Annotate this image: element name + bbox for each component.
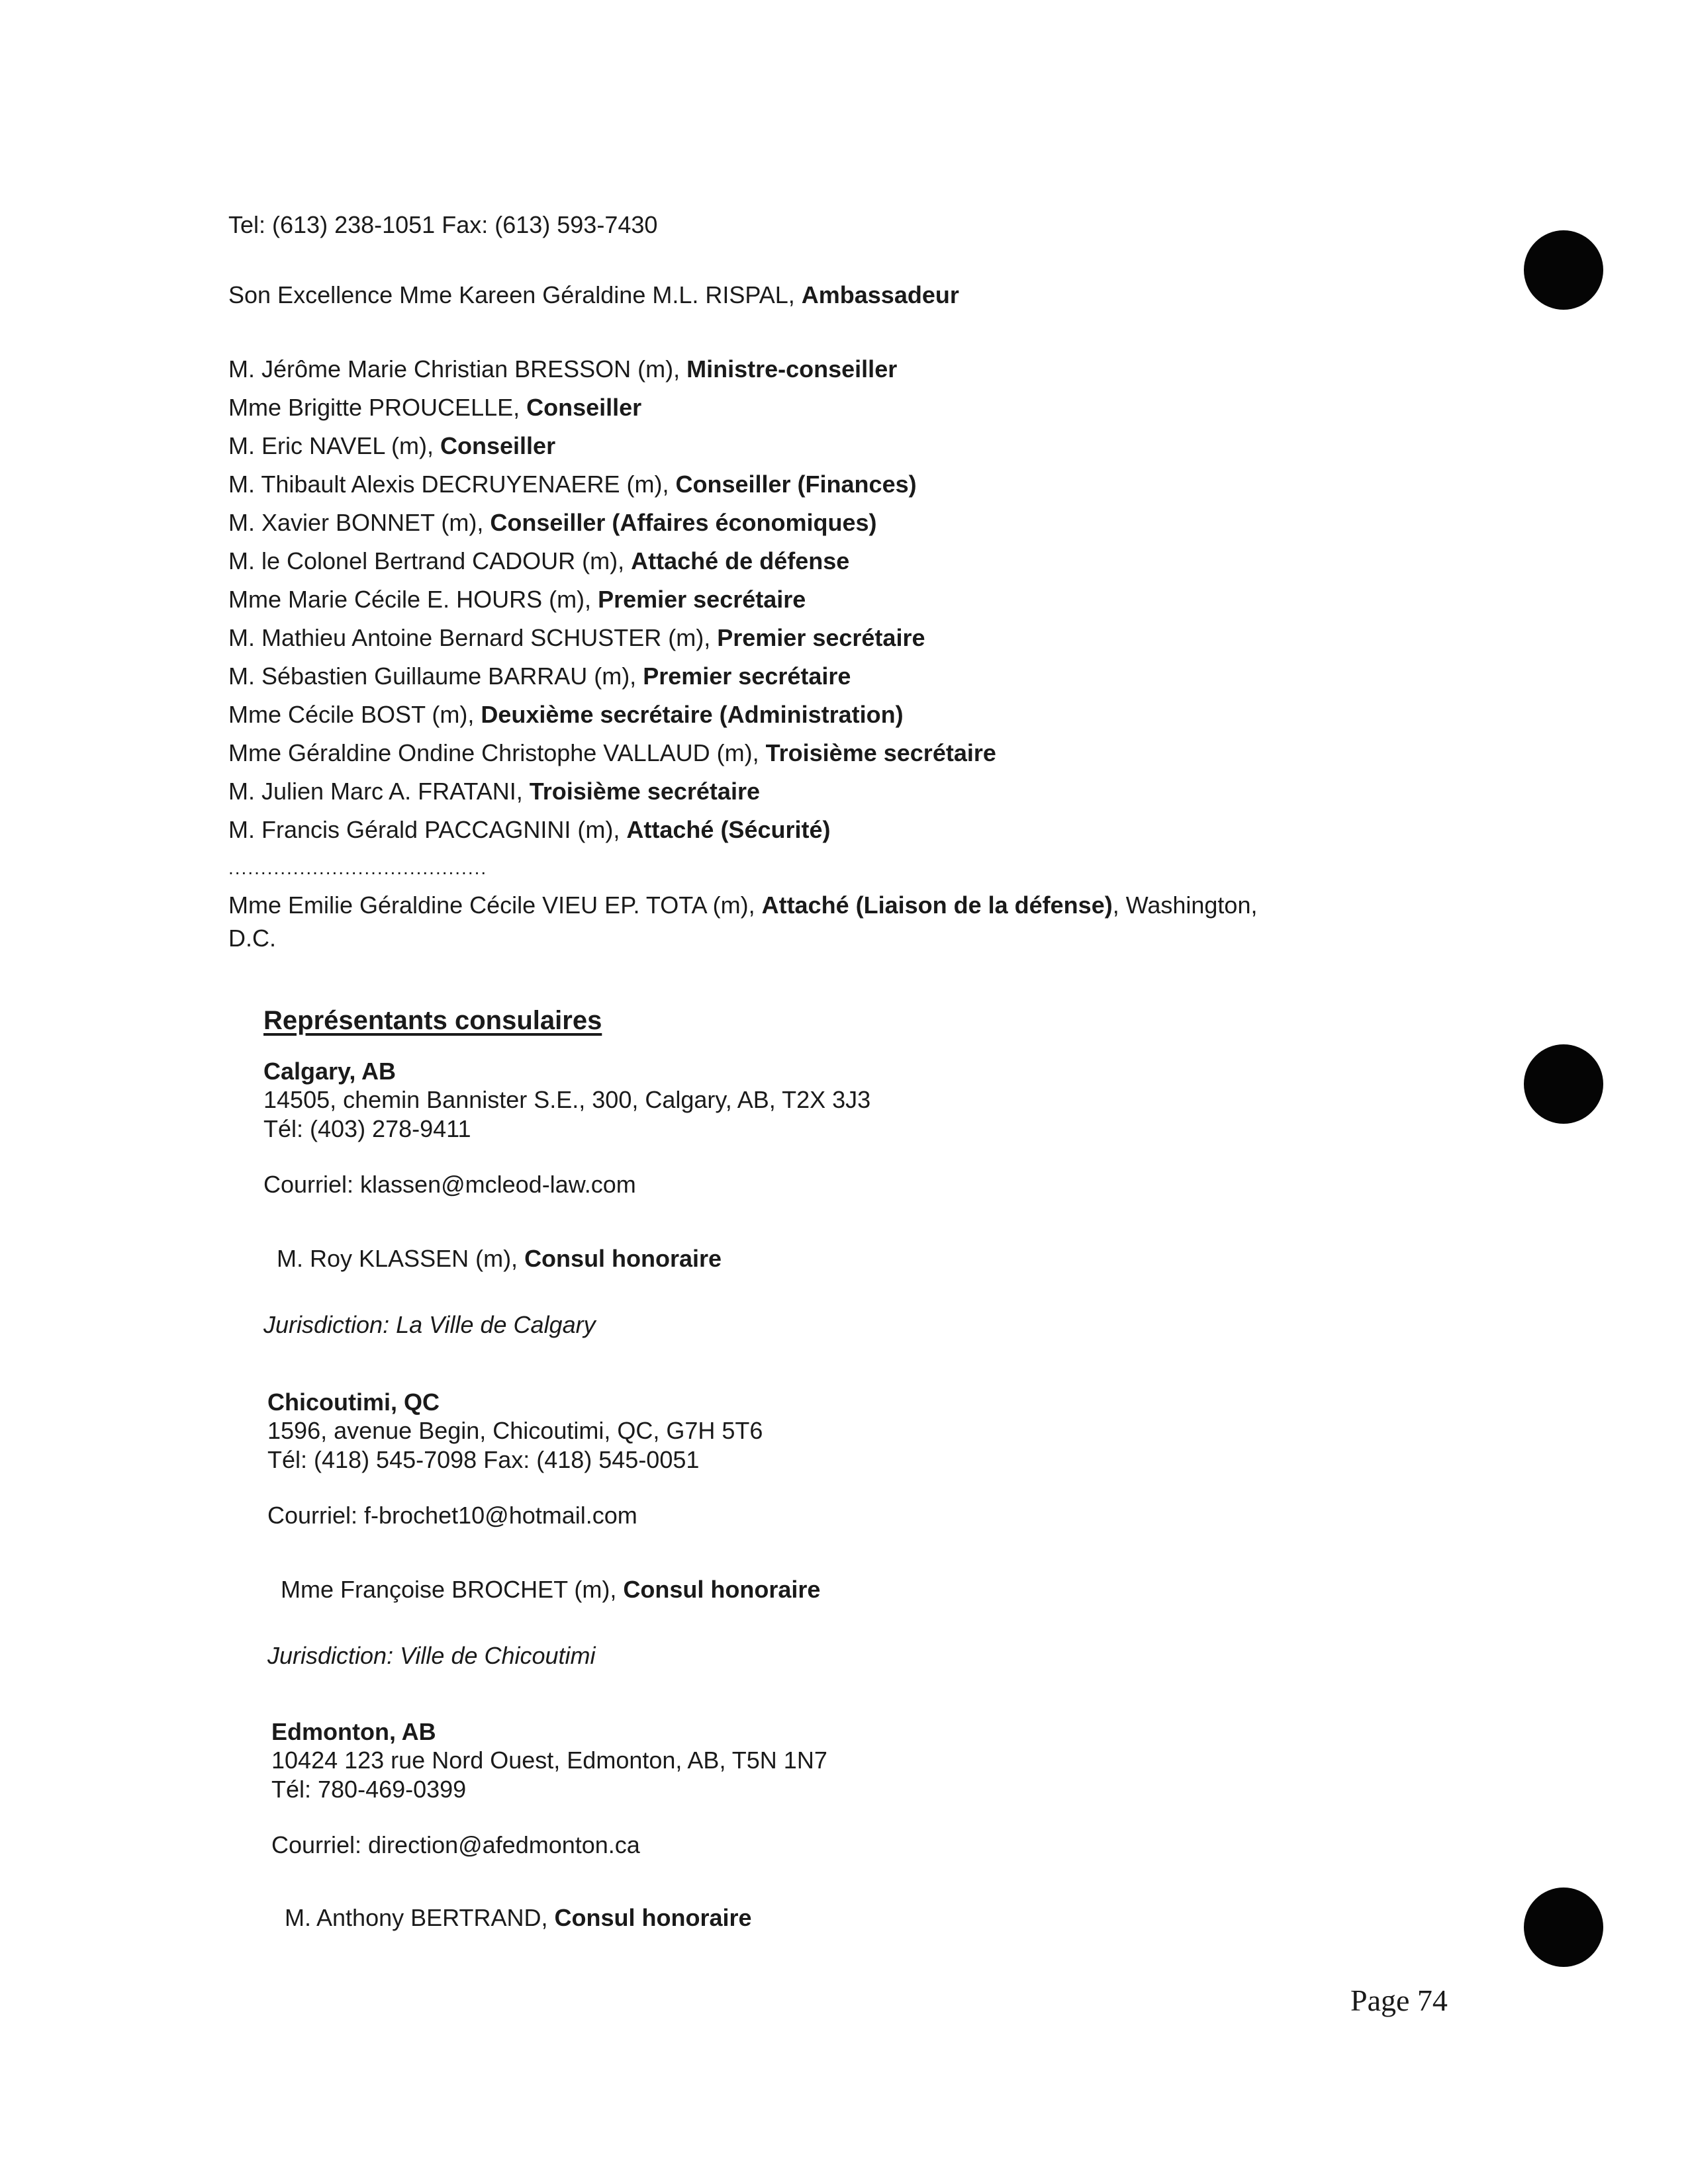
binder-hole-bottom	[1524, 1888, 1603, 1967]
staff-name: M. Thibault Alexis DECRUYENAERE (m),	[228, 471, 676, 498]
staff-title: Attaché (Sécurité)	[626, 816, 831, 843]
staff-name: Mme Brigitte PROUCELLE,	[228, 394, 527, 421]
binder-hole-top	[1524, 230, 1603, 310]
staff-title: Conseiller	[440, 432, 556, 459]
consul-name: Mme Françoise BROCHET (m),	[281, 1576, 624, 1603]
staff-title: Troisième secrétaire	[529, 778, 760, 805]
consul-title: Consul honoraire	[623, 1576, 821, 1603]
staff-title: Ministre-conseiller	[686, 355, 898, 383]
staff-name: M. Mathieu Antoine Bernard SCHUSTER (m),	[228, 624, 718, 651]
staff-title: Attaché de défense	[631, 547, 850, 574]
staff-line	[228, 393, 641, 422]
consul-title: Consul honoraire	[524, 1245, 722, 1272]
staff-line	[228, 470, 917, 499]
separator-dots: ........................................	[228, 858, 488, 878]
consulate-phone: Tél: (418) 545-7098 Fax: (418) 545-0051	[267, 1446, 700, 1473]
liaison-line	[228, 891, 1257, 920]
staff-line	[228, 815, 830, 844]
consul-line	[285, 1903, 752, 1933]
consulate-city: Calgary, AB	[263, 1058, 397, 1085]
consulate-city: Chicoutimi, QC	[267, 1388, 440, 1416]
consulate-phone: Tél: (403) 278-9411	[263, 1115, 471, 1142]
staff-name: M. Sébastien Guillaume BARRAU (m),	[228, 662, 643, 690]
ambassador-title: Ambassadeur	[801, 281, 959, 308]
consul-line	[277, 1244, 722, 1273]
consulate-email: Courriel: klassen@mcleod-law.com	[263, 1171, 636, 1198]
consulate-email: Courriel: f-brochet10@hotmail.com	[267, 1502, 637, 1529]
staff-title: Conseiller (Finances)	[675, 471, 917, 498]
staff-title: Premier secrétaire	[643, 662, 851, 690]
liaison-location: , Washington,	[1112, 891, 1258, 919]
consulate-address: 10424 123 rue Nord Ouest, Edmonton, AB, T5N 1N7	[271, 1747, 827, 1774]
staff-line	[228, 355, 897, 384]
consul-line	[281, 1575, 820, 1604]
staff-name: M. Francis Gérald PACCAGNINI (m),	[228, 816, 627, 843]
staff-title: Troisième secrétaire	[765, 739, 996, 766]
consul-name: M. Roy KLASSEN (m),	[277, 1245, 525, 1272]
consul-name: M. Anthony BERTRAND,	[285, 1904, 555, 1931]
staff-title: Conseiller	[526, 394, 642, 421]
liaison-title: Attaché (Liaison de la défense)	[761, 891, 1113, 919]
staff-title: Premier secrétaire	[598, 586, 806, 613]
liaison-line-2: D.C.	[228, 925, 276, 952]
consulate-jurisdiction: Jurisdiction: Ville de Chicoutimi	[267, 1642, 596, 1669]
staff-name: M. Xavier BONNET (m),	[228, 509, 491, 536]
staff-title: Deuxième secrétaire (Administration)	[481, 701, 904, 728]
ambassador-name: Son Excellence Mme Kareen Géraldine M.L. RISPAL,	[228, 281, 802, 308]
consulate-email: Courriel: direction@afedmonton.ca	[271, 1831, 640, 1858]
consulate-jurisdiction: Jurisdiction: La Ville de Calgary	[263, 1311, 596, 1338]
staff-title: Conseiller (Affaires économiques)	[490, 509, 877, 536]
liaison-name: Mme Emilie Géraldine Cécile VIEU EP. TOTA (m),	[228, 891, 762, 919]
staff-title: Premier secrétaire	[717, 624, 925, 651]
staff-line	[228, 585, 806, 614]
staff-line	[228, 662, 851, 691]
staff-name: M. Eric NAVEL (m),	[228, 432, 441, 459]
consulate-address: 14505, chemin Bannister S.E., 300, Calgary, AB, T2X 3J3	[263, 1086, 871, 1113]
staff-name: Mme Géraldine Ondine Christophe VALLAUD (m),	[228, 739, 766, 766]
binder-hole-middle	[1524, 1044, 1603, 1124]
page-number: Page 74	[1350, 1983, 1448, 2017]
consulate-address: 1596, avenue Begin, Chicoutimi, QC, G7H 5T6	[267, 1417, 763, 1444]
staff-line	[228, 432, 555, 461]
staff-name: M. le Colonel Bertrand CADOUR (m),	[228, 547, 632, 574]
staff-name: Mme Marie Cécile E. HOURS (m),	[228, 586, 598, 613]
staff-name: M. Julien Marc A. FRATANI,	[228, 778, 530, 805]
consulate-city: Edmonton, AB	[271, 1718, 436, 1745]
consulate-phone: Tél: 780-469-0399	[271, 1776, 467, 1803]
staff-name: M. Jérôme Marie Christian BRESSON (m),	[228, 355, 687, 383]
embassy-tel-fax: Tel: (613) 238-1051 Fax: (613) 593-7430	[228, 211, 658, 238]
ambassador-line	[228, 281, 959, 310]
staff-line	[228, 508, 877, 537]
consul-title: Consul honoraire	[554, 1904, 752, 1931]
staff-name: Mme Cécile BOST (m),	[228, 701, 481, 728]
section-heading: Représentants consulaires	[263, 1006, 602, 1035]
staff-line	[228, 700, 904, 729]
staff-line	[228, 739, 996, 768]
staff-line	[228, 623, 925, 653]
staff-line	[228, 777, 760, 806]
staff-line	[228, 547, 849, 576]
